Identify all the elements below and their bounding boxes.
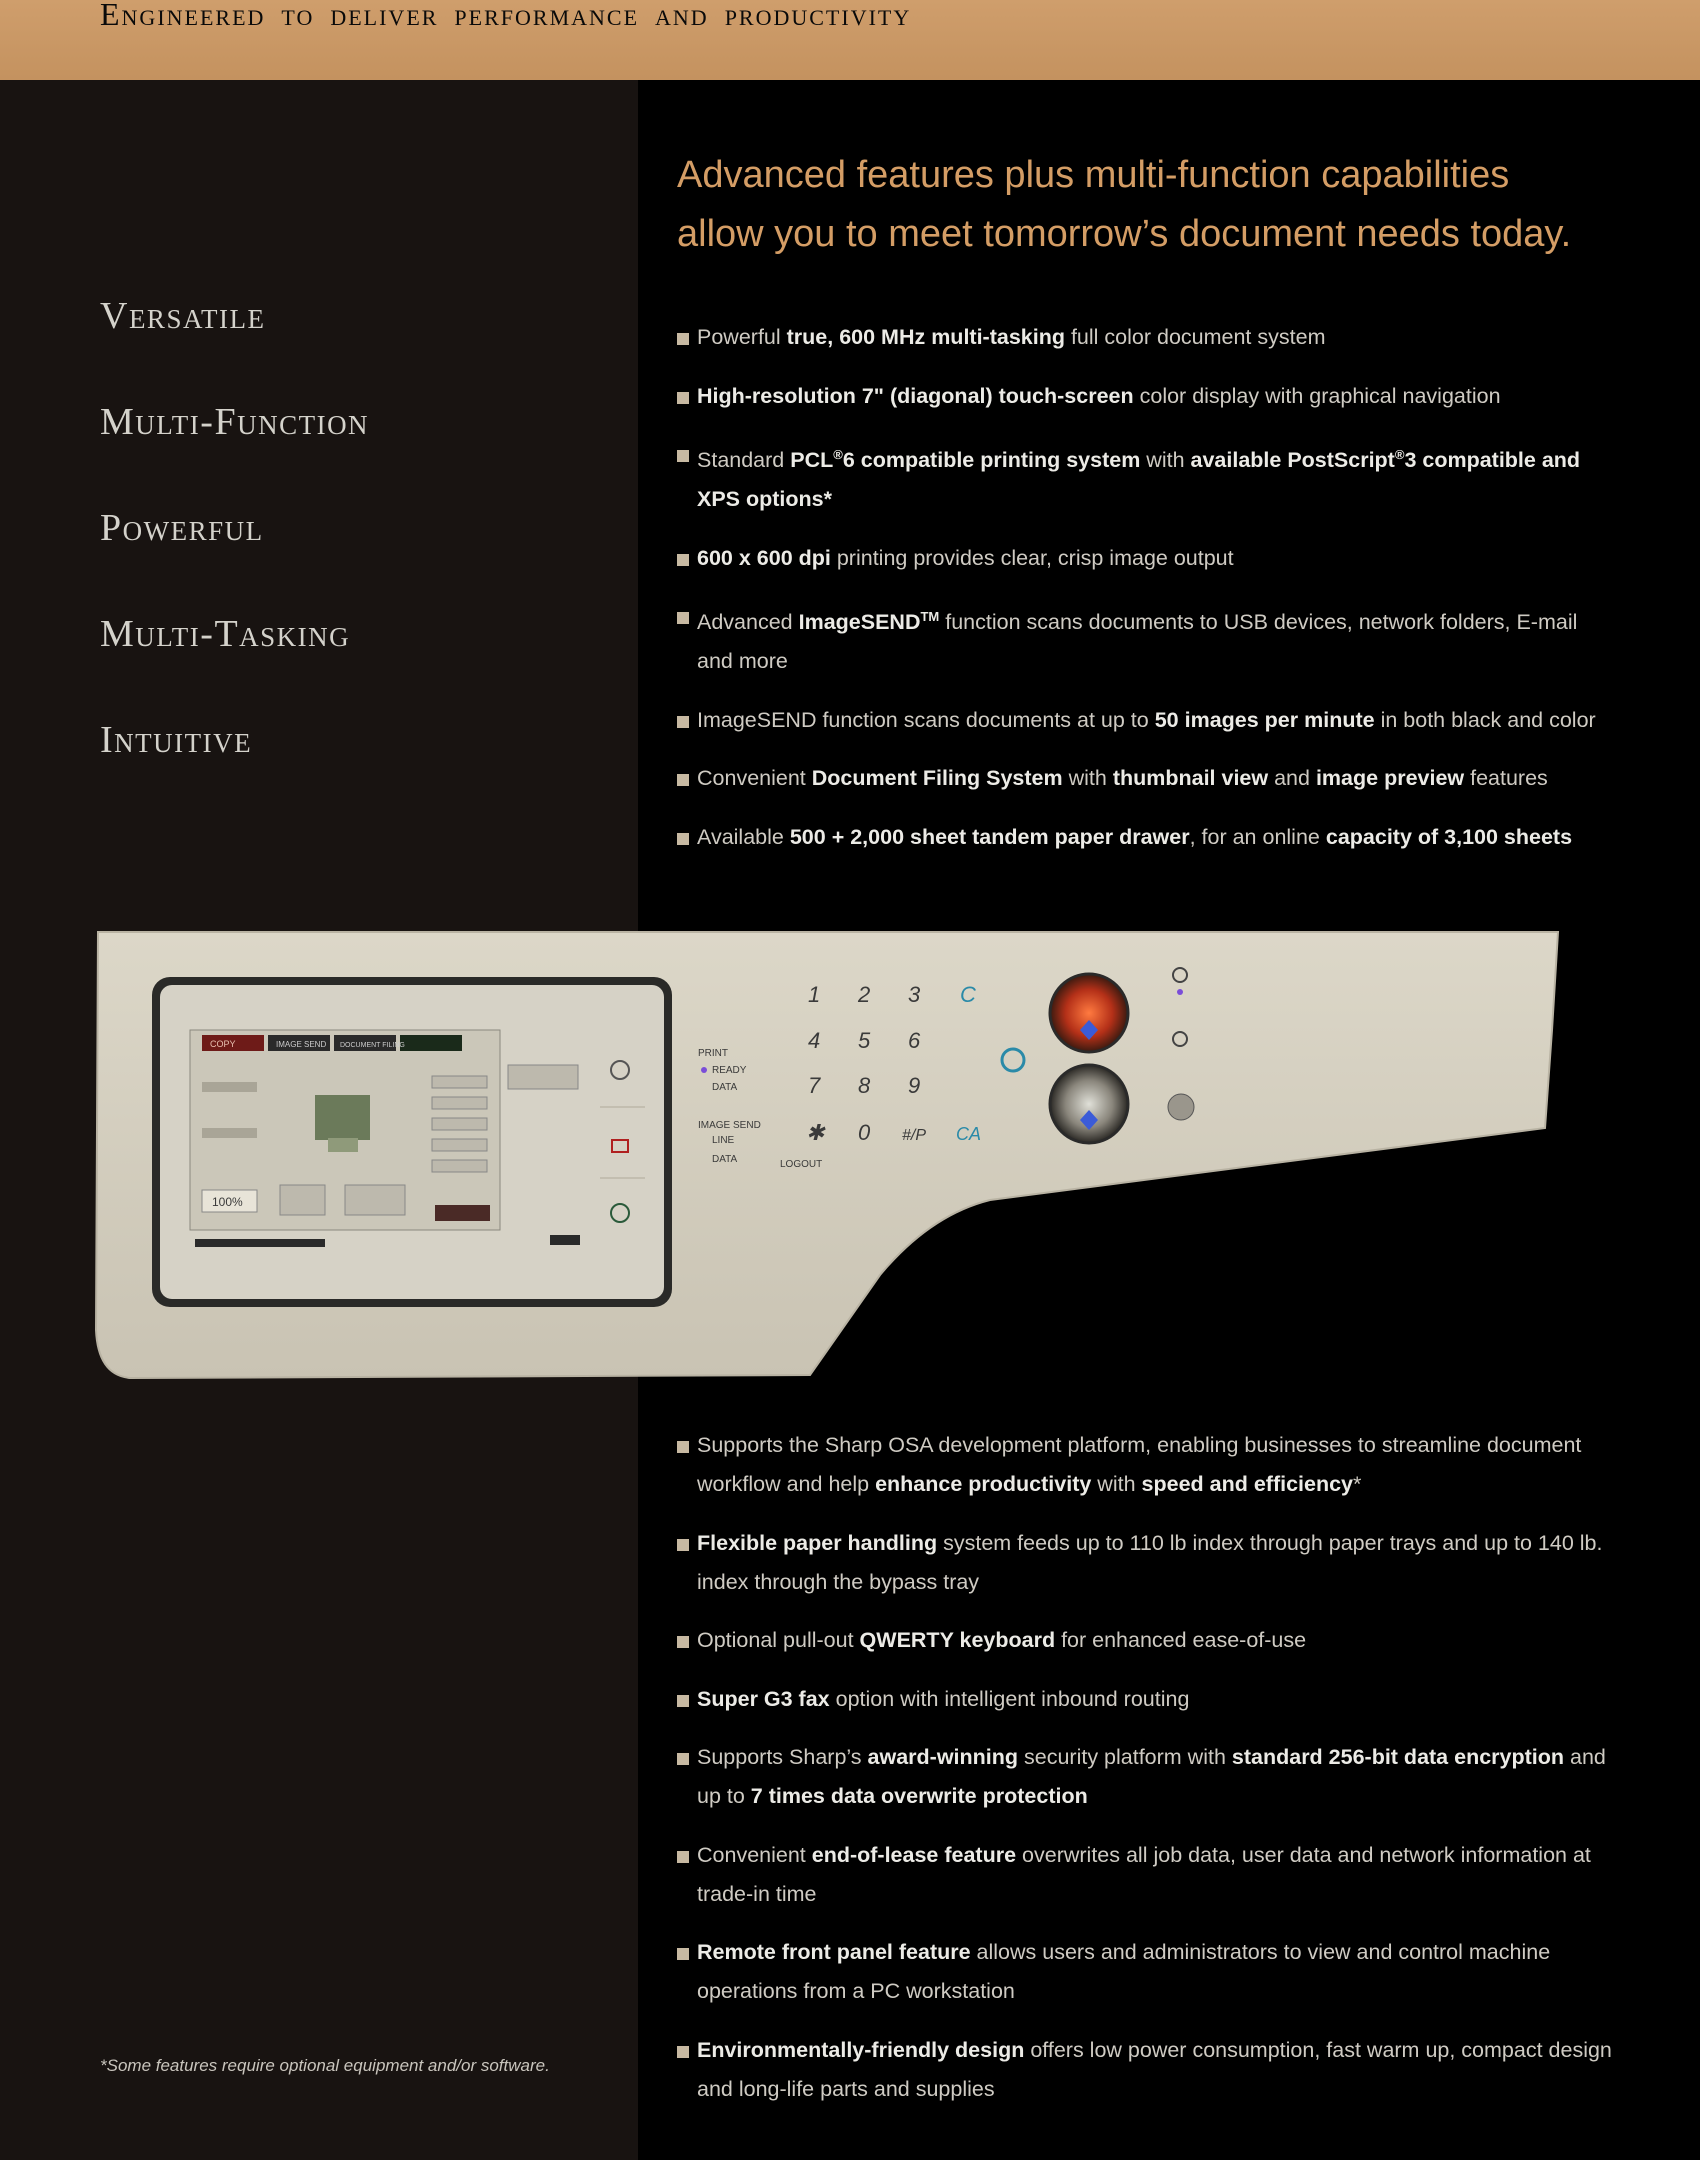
feature-top-text: Standard bbox=[697, 448, 791, 473]
feature-top-text: Powerful bbox=[697, 325, 787, 349]
bullet-square-icon bbox=[677, 333, 689, 345]
feature-bottom-text: system feeds up to 110 lb index through paper trays and up to 140 lb. index through the bypass tray bbox=[697, 1530, 1603, 1594]
feature-top-text: ® bbox=[1394, 447, 1405, 462]
screen-tab-doc-filing: DOCUMENT FILING bbox=[340, 1042, 405, 1049]
feature-bottom-text: award-winning bbox=[867, 1745, 1019, 1769]
bullet-square-icon bbox=[677, 392, 689, 404]
screen-zoom-label: 100% bbox=[212, 1195, 243, 1209]
feature-bottom-item bbox=[677, 1524, 1617, 1602]
feature-top-item bbox=[677, 539, 1617, 578]
attribute-powerful: Powerful bbox=[100, 507, 264, 549]
headline-line-2: allow you to meet tomorrow’s document needs today. bbox=[677, 213, 1572, 255]
feature-top-text: High-resolution 7" (diagonal) touch-screen bbox=[697, 383, 1134, 408]
feature-bottom-text: enhance productivity bbox=[875, 1472, 1092, 1496]
feature-top-text: available PostScript bbox=[1190, 448, 1395, 473]
feature-top-text: 600 x 600 dpi bbox=[697, 545, 831, 570]
feature-bottom-item bbox=[677, 1426, 1617, 1504]
attribute-intuitive: Intuitive bbox=[100, 719, 253, 761]
feature-bottom-text: for enhanced ease-of-use bbox=[1055, 1628, 1307, 1652]
feature-bottom-text: end-of-lease feature bbox=[811, 1842, 1017, 1867]
feature-top-text: ImageSEND bbox=[798, 610, 921, 635]
bullet-square-icon bbox=[677, 554, 689, 566]
feature-top-text: Available bbox=[697, 824, 790, 849]
logout-key: LOGOUT bbox=[780, 1159, 823, 1170]
key-8: 8 bbox=[858, 1073, 871, 1098]
bullet-square-icon bbox=[677, 833, 689, 845]
feature-top-text: features bbox=[1464, 766, 1548, 791]
feature-bottom-text: option with intelligent inbound routing bbox=[829, 1686, 1190, 1711]
feature-bottom-item bbox=[677, 1836, 1617, 1914]
feature-top-text: 6 compatible printing system bbox=[842, 448, 1141, 473]
status-image-send: IMAGE SEND bbox=[698, 1120, 761, 1131]
feature-bottom-text: allows users and administrators to view and control machine operations from a PC workstation bbox=[697, 1940, 1551, 2003]
feature-bottom-text: and up to bbox=[697, 1745, 1606, 1808]
feature-bottom-item bbox=[677, 1621, 1617, 1660]
bullet-square-icon bbox=[677, 1695, 689, 1707]
bullet-square-icon bbox=[677, 2046, 689, 2058]
bullet-square-icon bbox=[677, 1441, 689, 1453]
feature-bottom-text: Supports Sharp’s bbox=[697, 1745, 868, 1769]
feature-bottom-text: Optional pull-out bbox=[697, 1628, 860, 1652]
feature-bottom-item bbox=[677, 1680, 1617, 1719]
feature-top-item bbox=[677, 597, 1617, 681]
feature-bottom-text: Super G3 fax bbox=[697, 1686, 830, 1711]
bullet-square-icon bbox=[677, 716, 689, 728]
feature-top-item bbox=[677, 318, 1617, 357]
feature-top-text: Document Filing System bbox=[811, 766, 1063, 791]
feature-top-text: in both black and color bbox=[1374, 707, 1596, 732]
feature-top-text: capacity of 3,100 sheets bbox=[1325, 824, 1573, 849]
feature-top-text: thumbnail view bbox=[1112, 766, 1269, 791]
feature-bottom-text: with bbox=[1091, 1472, 1142, 1496]
screen-tab-copy: COPY bbox=[210, 1039, 236, 1049]
feature-top-item bbox=[677, 701, 1617, 740]
bullet-square-icon bbox=[677, 1539, 689, 1551]
feature-bottom-item bbox=[677, 2031, 1617, 2109]
bullet-square-icon bbox=[677, 612, 689, 624]
feature-list-top bbox=[677, 318, 1617, 876]
status-line: LINE bbox=[712, 1135, 735, 1146]
feature-bottom-text: 7 times data overwrite protection bbox=[750, 1784, 1088, 1808]
headline bbox=[677, 146, 1627, 264]
footnote: *Some features require optional equipment and/or software. bbox=[100, 2056, 550, 2075]
feature-top-item bbox=[677, 759, 1617, 798]
key-9: 9 bbox=[908, 1073, 921, 1098]
feature-top-text: 500 + 2,000 sheet tandem paper drawer bbox=[789, 824, 1190, 849]
feature-top-text: with bbox=[1140, 448, 1191, 473]
feature-bottom-text: * bbox=[1353, 1472, 1362, 1496]
header-title: Engineered to deliver performance and productivity bbox=[100, 0, 912, 32]
key-6: 6 bbox=[908, 1028, 921, 1053]
feature-bottom-text: standard 256-bit data encryption bbox=[1231, 1745, 1565, 1769]
feature-top-text: 3 compatible and XPS options* bbox=[697, 448, 1581, 512]
key-clear-all: CA bbox=[956, 1124, 982, 1144]
feature-bottom-text: QWERTY keyboard bbox=[859, 1628, 1056, 1652]
feature-top-item bbox=[677, 377, 1617, 416]
feature-top-text: TM bbox=[920, 609, 940, 625]
feature-bottom-text: speed and efficiency bbox=[1141, 1472, 1354, 1496]
feature-top-text: 50 images per minute bbox=[1154, 707, 1375, 732]
control-panel-illustration bbox=[90, 930, 1560, 1385]
key-hash-p: #/P bbox=[902, 1127, 927, 1144]
key-star: ✱ bbox=[806, 1120, 825, 1145]
key-7: 7 bbox=[808, 1073, 821, 1098]
feature-bottom-text: Convenient bbox=[697, 1842, 812, 1867]
bullet-square-icon bbox=[677, 774, 689, 786]
feature-bottom-item bbox=[677, 1933, 1617, 2011]
key-0: 0 bbox=[858, 1120, 871, 1145]
bullet-square-icon bbox=[677, 1753, 689, 1765]
feature-list-bottom bbox=[677, 1426, 1617, 2128]
feature-top-text: Convenient bbox=[697, 766, 812, 791]
attribute-multi-function: Multi-Function bbox=[100, 401, 370, 443]
key-1: 1 bbox=[808, 982, 821, 1007]
status-ready: READY bbox=[712, 1065, 747, 1076]
feature-bottom-text: overwrites all job data, user data and network information at trade-in time bbox=[697, 1842, 1591, 1906]
feature-top-text: ImageSEND function scans documents at up to bbox=[697, 707, 1155, 732]
screen-tab-image-send: IMAGE SEND bbox=[276, 1040, 327, 1049]
feature-bottom-item bbox=[677, 1738, 1617, 1816]
feature-bottom-text: Supports the Sharp OSA development platform, enabling businesses to streamline document workflow and help bbox=[697, 1433, 1582, 1496]
key-2: 2 bbox=[858, 982, 871, 1007]
key-3: 3 bbox=[908, 982, 921, 1007]
bullet-square-icon bbox=[677, 1636, 689, 1648]
feature-top-text: Advanced bbox=[697, 610, 799, 635]
key-4: 4 bbox=[808, 1028, 821, 1053]
feature-top-text: printing provides clear, crisp image output bbox=[830, 545, 1234, 570]
feature-bottom-text: Flexible paper handling bbox=[697, 1530, 938, 1555]
bullet-square-icon bbox=[677, 1948, 689, 1960]
feature-bottom-text: Environmentally-friendly design bbox=[697, 2037, 1025, 2062]
feature-top-text: image preview bbox=[1315, 766, 1465, 791]
headline-line-1: Advanced features plus multi-function capabilities bbox=[677, 154, 1510, 196]
feature-top-text: color display with graphical navigation bbox=[1133, 383, 1501, 408]
feature-top-text: and bbox=[1268, 766, 1316, 791]
feature-top-text: full color document system bbox=[1064, 325, 1326, 349]
feature-top-text: with bbox=[1062, 766, 1113, 791]
header-band bbox=[0, 0, 1700, 80]
feature-top-text: , for an online bbox=[1189, 824, 1326, 849]
key-clear: C bbox=[960, 982, 976, 1007]
feature-top-item bbox=[677, 435, 1617, 519]
feature-bottom-text: Remote front panel feature bbox=[697, 1940, 971, 1964]
feature-top-text: PCL bbox=[790, 448, 834, 473]
feature-top-item bbox=[677, 818, 1617, 857]
feature-bottom-text: security platform with bbox=[1018, 1745, 1232, 1769]
key-5: 5 bbox=[858, 1028, 871, 1053]
attribute-versatile: Versatile bbox=[100, 295, 266, 337]
status-data-2: DATA bbox=[712, 1154, 738, 1165]
feature-top-text: true, 600 MHz multi-tasking bbox=[786, 325, 1065, 349]
bullet-square-icon bbox=[677, 1851, 689, 1863]
feature-bottom-text: offers low power consumption, fast warm up, compact design and long-life parts and supplies bbox=[697, 2037, 1612, 2101]
attribute-multi-tasking: Multi-Tasking bbox=[100, 613, 351, 655]
feature-top-text: ® bbox=[833, 447, 843, 462]
status-data-1: DATA bbox=[712, 1082, 738, 1093]
bullet-square-icon bbox=[677, 450, 689, 462]
status-print: PRINT bbox=[698, 1048, 728, 1059]
feature-top-text: function scans documents to USB devices, network folders, E-mail and more bbox=[697, 610, 1578, 674]
